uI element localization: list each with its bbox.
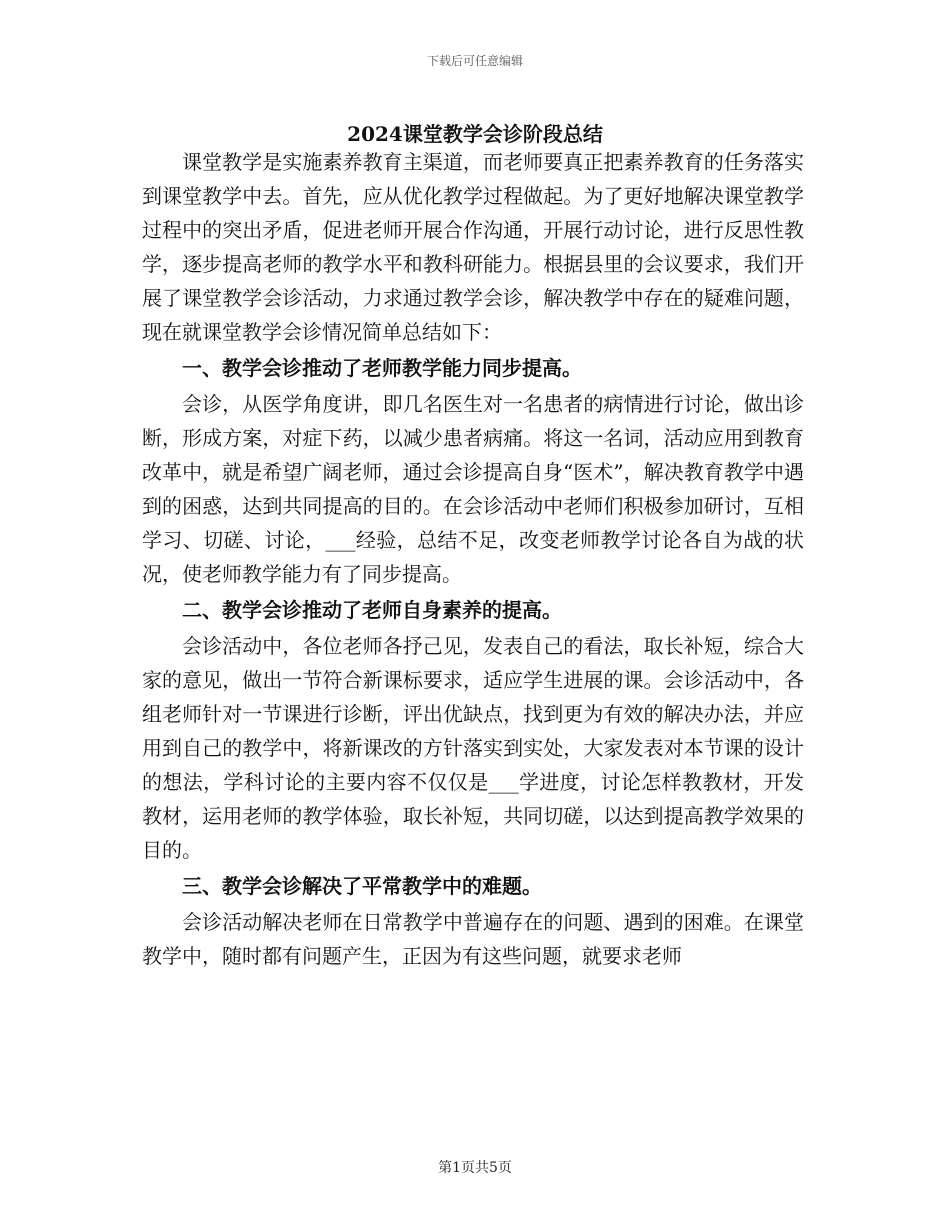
page-number: 第1页共5页 [438,1160,512,1176]
section-heading-1: 一、教学会诊推动了老师教学能力同步提高。 [182,356,582,380]
document-body [142,145,804,973]
header-note: 下载后可任意编辑 [426,54,523,68]
section-heading-2: 二、教学会诊推动了老师自身素养的提高。 [182,598,562,622]
section-paragraph-3: 会诊活动解决老师在日常教学中普遍存在的问题、遇到的困难。在课堂教学中，随时都有问题产生，正因为有这些问题，就要求老师 [142,910,804,968]
section-paragraph-2: 会诊活动中，各位老师各抒己见，发表自己的看法，取长补短，综合大家的意见，做出一节符合新课标要求，适应学生进展的课。会诊活动中，各组老师针对一节课进行诊断，评出优缺点，找到更为有效的解决办法，并应用到自己的教学中，将新课改的方针落实到实处，大家发表对本节课的设计的想法，学科讨论的主要内容不仅仅是___学进度，讨论怎样教教材，开发教材，运用老师的教学体验，取长补短，共同切磋，以达到提高教学效果的目的。 [142,634,804,862]
document-title: 2024课堂教学会诊阶段总结 [347,122,603,146]
section-paragraph-1: 会诊，从医学角度讲，即几名医生对一名患者的病情进行讨论，做出诊断，形成方案，对症下药，以减少患者病痛。将这一名词，活动应用到教育改革中，就是希望广阔老师，通过会诊提高自身“医术”，解决教育教学中遇到的困惑，达到共同提高的目的。在会诊活动中老师们积极参加研讨，互相学习、切磋、讨论，___经验，总结不足，改变老师教学讨论各自为战的状况，使老师教学能力有了同步提高。 [142,392,804,586]
section-heading-3: 三、教学会诊解决了平常教学中的难题。 [182,874,542,898]
intro-paragraph: 课堂教学是实施素养教育主渠道，而老师要真正把素养教育的任务落实到课堂教学中去。首先，应从优化教学过程做起。为了更好地解决课堂教学过程中的突出矛盾，促进老师开展合作沟通，开展行动讨论，进行反思性教学，逐步提高老师的教学水平和教科研能力。根据县里的会议要求，我们开展了课堂教学会诊活动，力求通过教学会诊，解决教学中存在的疑难问题，现在就课堂教学会诊情况简单总结如下： [142,150,804,344]
